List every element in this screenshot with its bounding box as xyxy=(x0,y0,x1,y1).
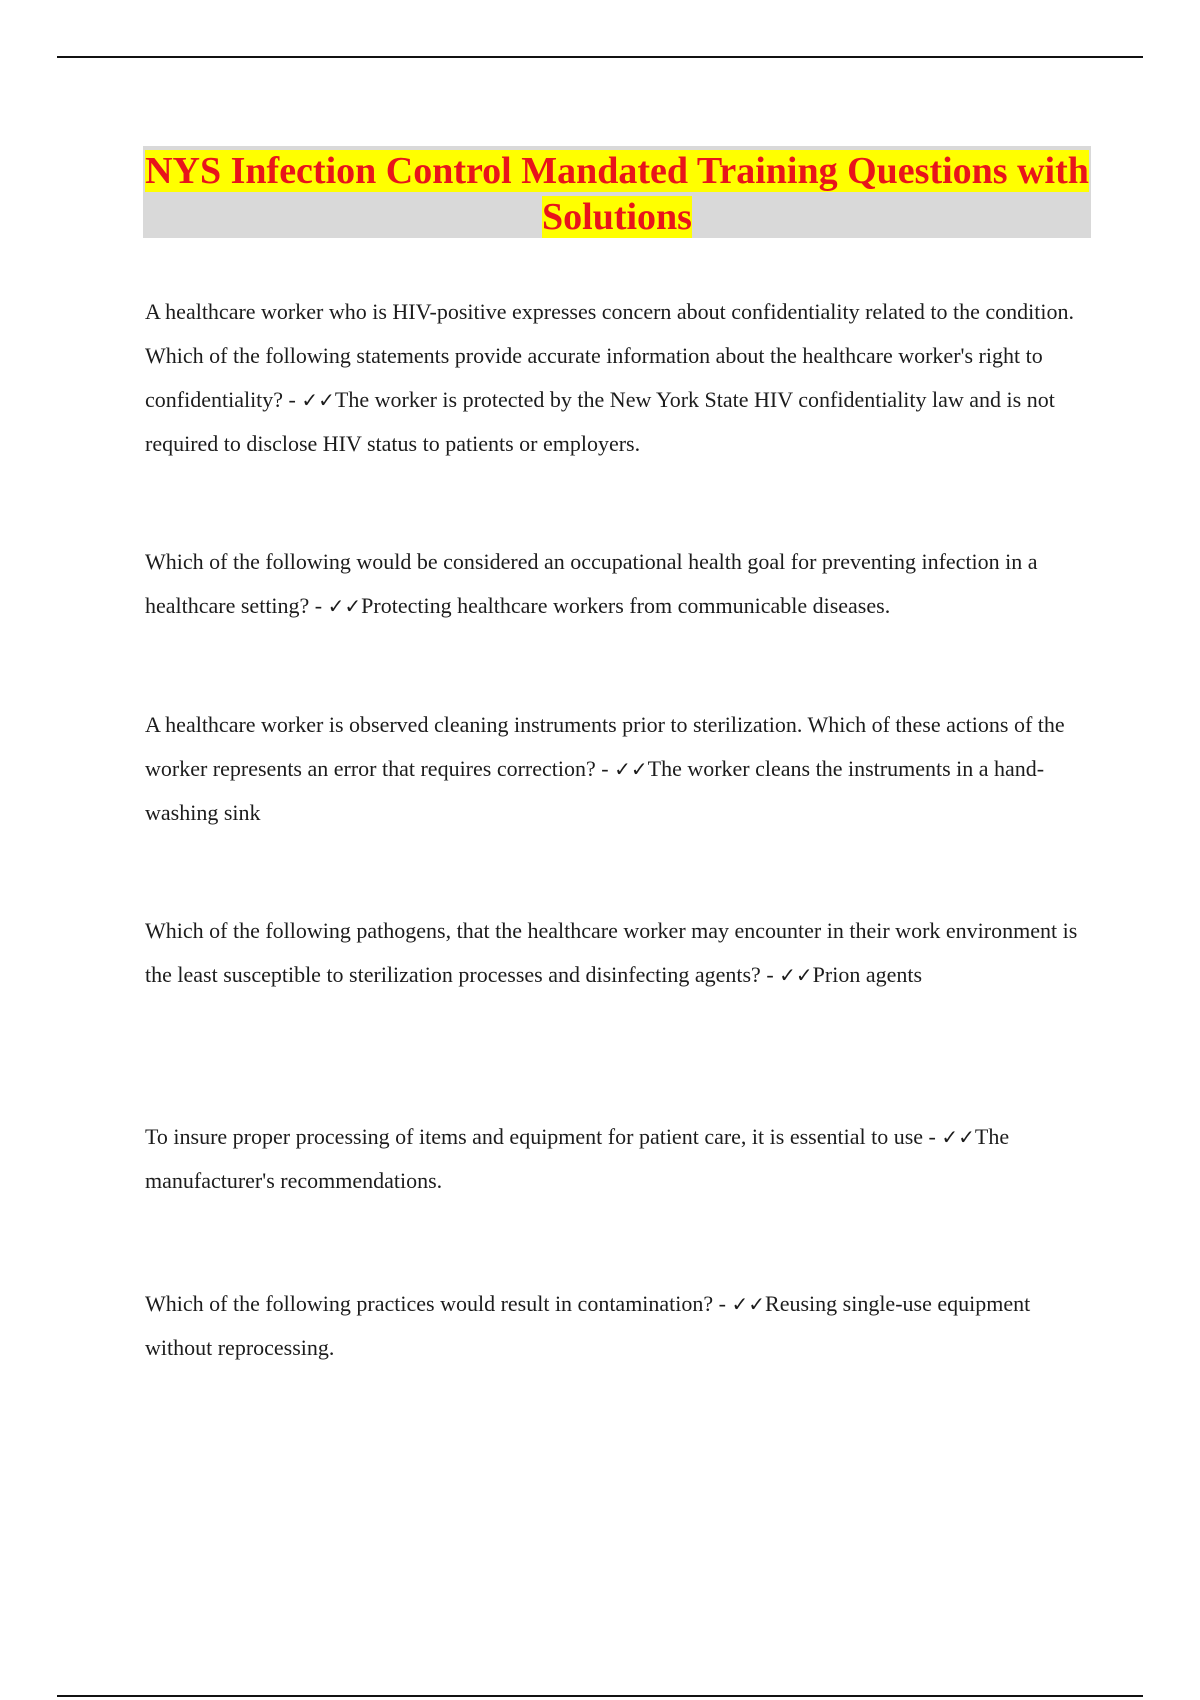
double-check-icon: ✓✓ xyxy=(614,757,648,781)
answer-text: The worker cleans the instruments in a hand-washing sink xyxy=(145,756,1045,825)
question-text: Which of the following pathogens, that the healthcare worker may encounter in their work environment is the least susceptible to sterilization processes and disinfecting agents? - xyxy=(145,918,1078,987)
answer-text: Prion agents xyxy=(812,962,923,987)
double-check-icon: ✓✓ xyxy=(731,1292,766,1316)
qa-item-1 xyxy=(145,290,1095,466)
double-check-icon: ✓✓ xyxy=(941,1125,975,1149)
qa-item-4 xyxy=(145,909,1095,997)
question-text: A healthcare worker is observed cleaning instruments prior to sterilization. Which of these actions of the worker represents an error that requires correction? - xyxy=(145,712,1065,781)
qa-item-6 xyxy=(145,1282,1095,1370)
document-title: NYS Infection Control Mandated Training Questions with Solutions xyxy=(145,150,1089,238)
double-check-icon: ✓✓ xyxy=(301,388,335,412)
footer-rule xyxy=(57,1695,1143,1697)
question-text: A healthcare worker who is HIV-positive expresses concern about confidentiality related to the condition. Which of the following statements provide accurate information about the healthcare worker's right to confidentiality? - xyxy=(145,299,1075,412)
qa-item-2 xyxy=(145,540,1095,628)
double-check-icon: ✓✓ xyxy=(779,963,813,987)
question-text: To insure proper processing of items and equipment for patient care, it is essential to use - xyxy=(145,1124,942,1149)
answer-text: Reusing single-use equipment without reprocessing. xyxy=(145,1291,1031,1360)
qa-item-5 xyxy=(145,1115,1095,1203)
answer-text: Protecting healthcare workers from communicable diseases. xyxy=(361,593,891,618)
answer-text: The worker is protected by the New York State HIV confidentiality law and is not required to disclose HIV status to patients or employers. xyxy=(145,387,1055,456)
double-check-icon: ✓✓ xyxy=(327,594,362,618)
title-banner xyxy=(143,146,1091,238)
question-text: Which of the following practices would result in contamination? - xyxy=(145,1291,732,1316)
answer-text: The manufacturer's recommendations. xyxy=(145,1124,1010,1193)
header-rule xyxy=(57,56,1143,58)
question-text: Which of the following would be considered an occupational health goal for preventing infection in a healthcare setting? - xyxy=(145,549,1038,618)
qa-item-3 xyxy=(145,703,1095,835)
